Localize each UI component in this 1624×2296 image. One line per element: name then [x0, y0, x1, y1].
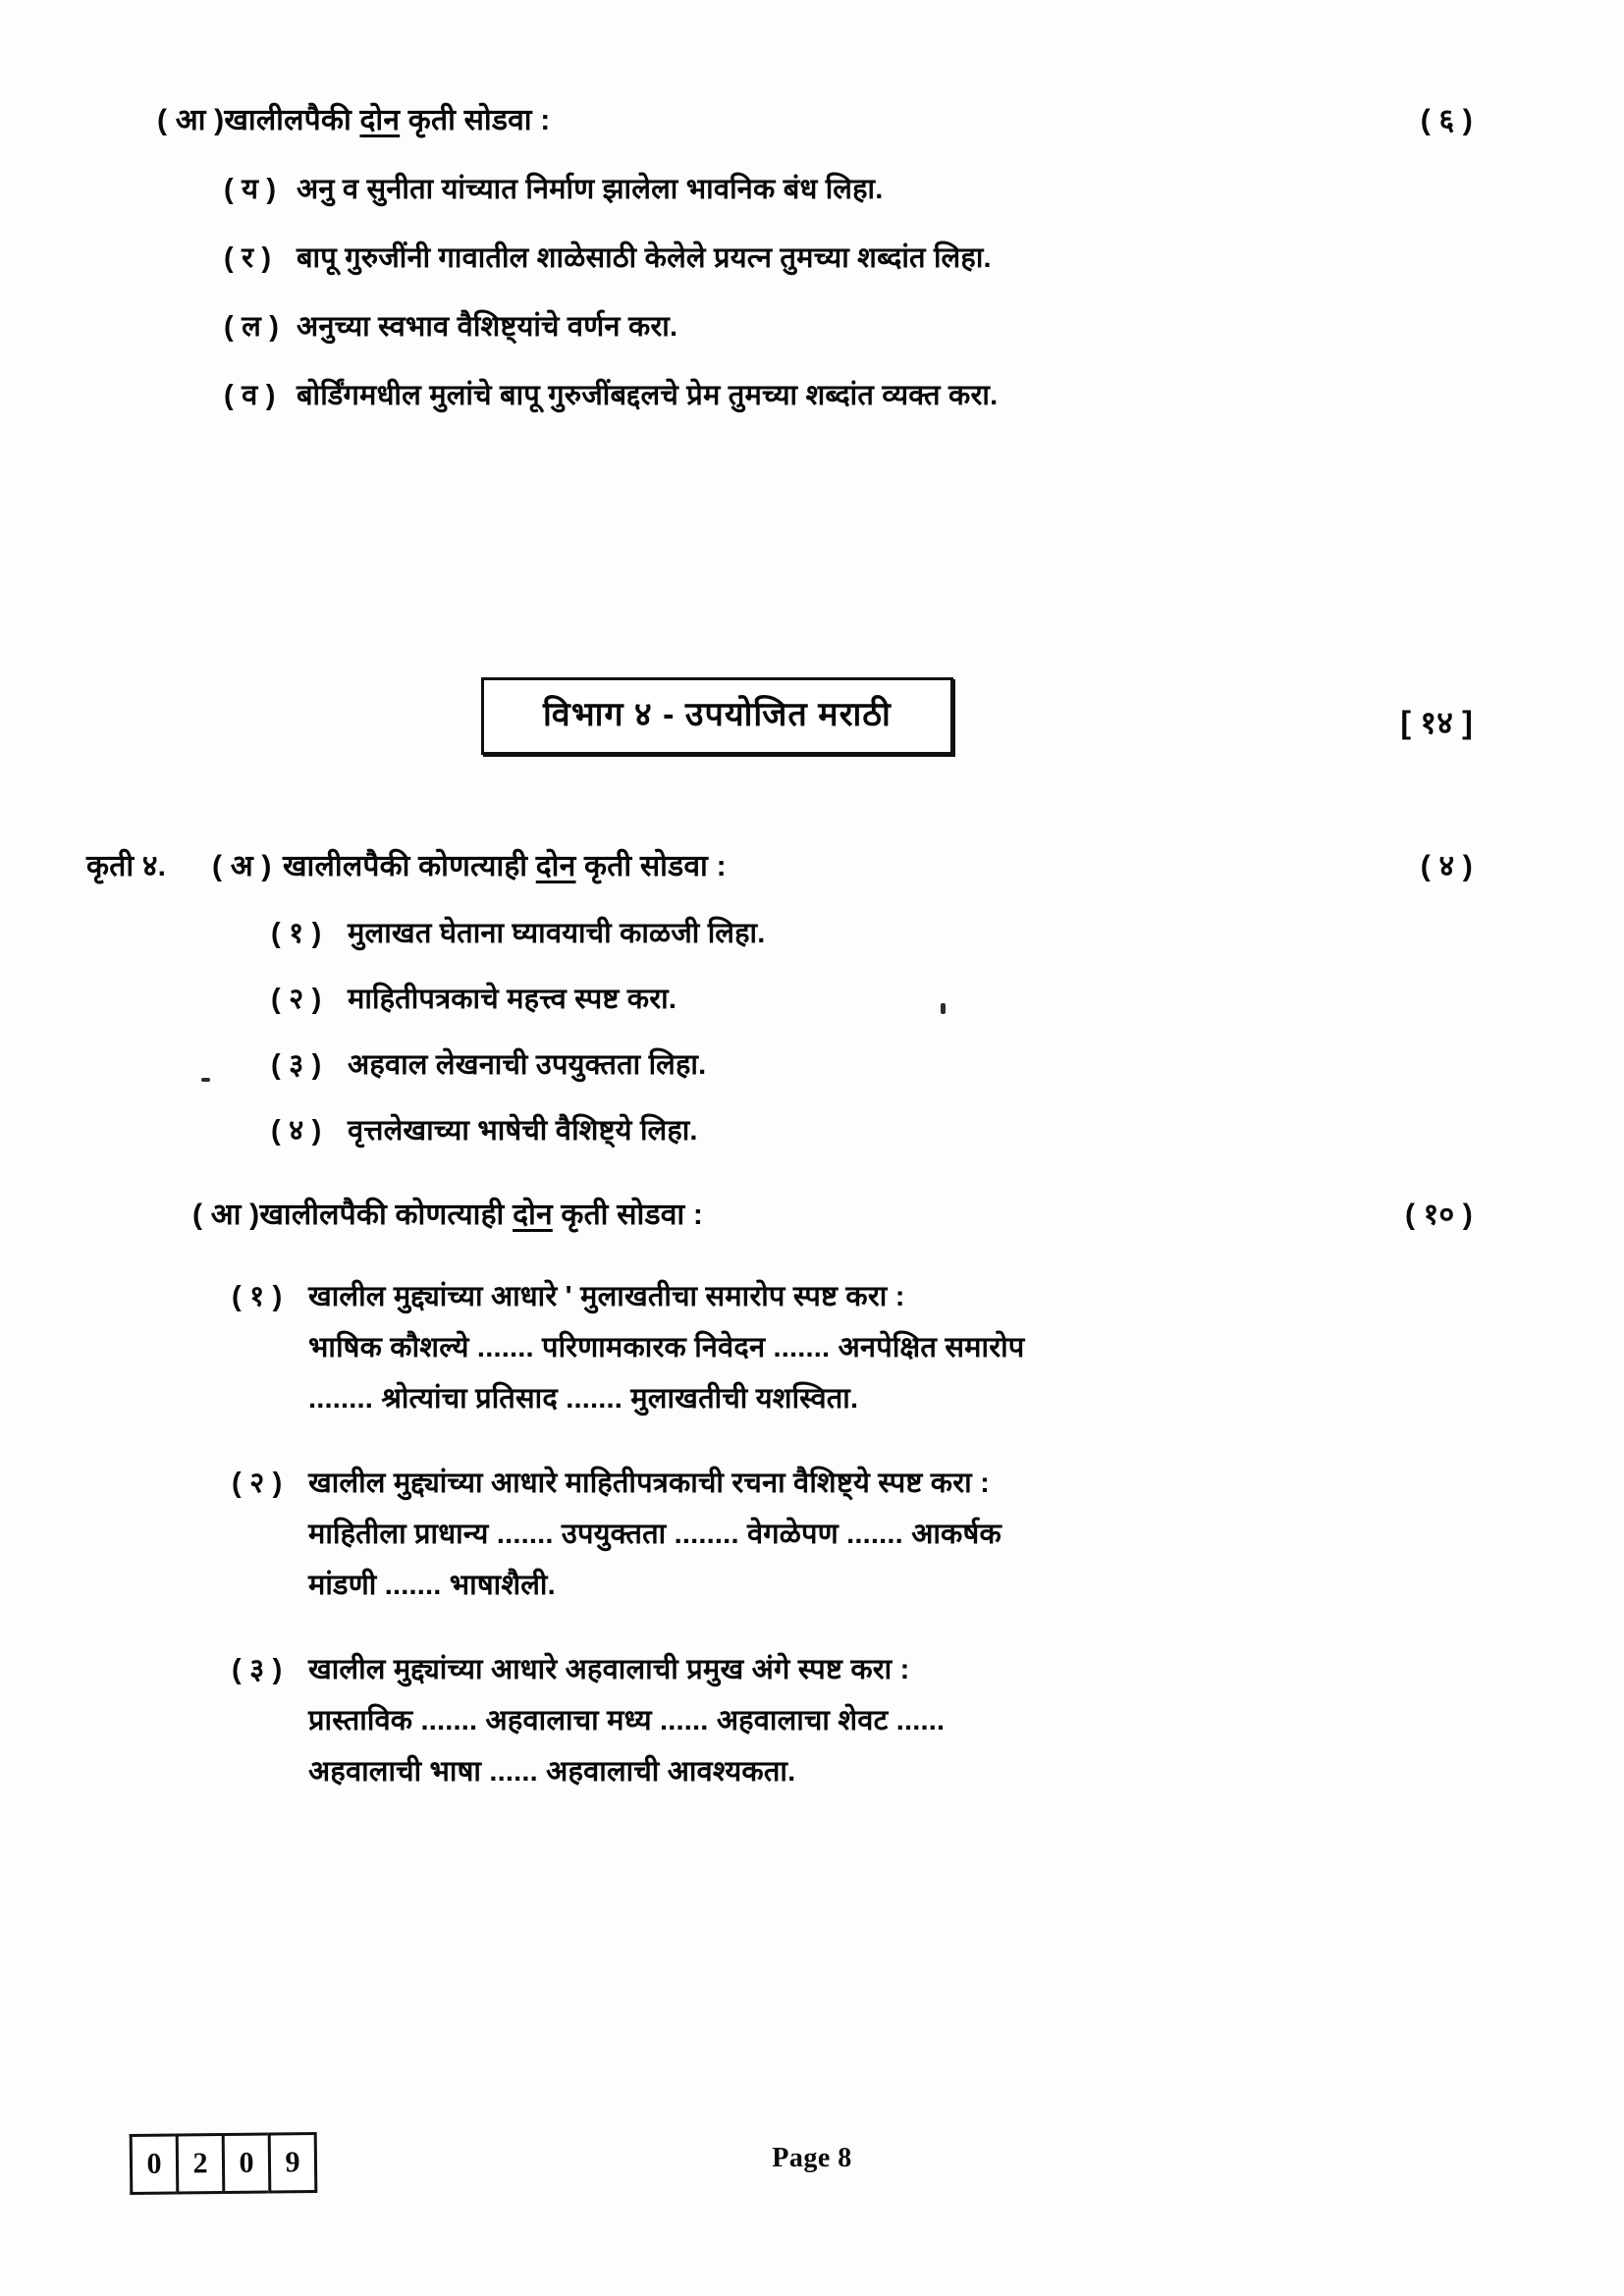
- top-part-marker: ( आ ): [157, 104, 225, 136]
- item-text: अहवाल लेखनाची उपयुक्तता लिहा.: [348, 1049, 707, 1081]
- top-part-lead-underlined: दोन: [359, 104, 401, 136]
- list-item: [86, 1271, 1473, 1424]
- part-aa-lead-underlined: दोन: [513, 1199, 553, 1231]
- list-item: [86, 1108, 1473, 1153]
- paper-code-boxes: [130, 2132, 318, 2195]
- item-text: मुलाखत घेताना घ्यावयाची काळजी लिहा.: [348, 918, 766, 949]
- part-aa-lead-post: कृती सोडवा :: [552, 1199, 704, 1231]
- code-digit: 0: [130, 2134, 177, 2195]
- top-part-lead: [157, 98, 1473, 143]
- list-item: [157, 373, 1473, 418]
- list-item: [86, 911, 1473, 956]
- item-marker: ( २ ): [271, 984, 322, 1015]
- part-a-lead-post: कृती सोडवा :: [575, 850, 727, 882]
- item-marker: ( १ ): [232, 1281, 283, 1312]
- scan-speck: [201, 1078, 210, 1082]
- item-points-line: मांडणी ....... भाषाशैली.: [308, 1570, 556, 1601]
- item-marker: ( ३ ): [232, 1654, 283, 1685]
- item-marker: ( २ ): [232, 1468, 283, 1499]
- top-part-lead-post: कृती सोडवा :: [400, 104, 551, 136]
- item-prompt: खालील मुद्द्यांच्या आधारे ' मुलाखतीचा समारोप स्पष्ट करा :: [308, 1281, 905, 1312]
- list-item: [86, 977, 1473, 1022]
- item-marker: ( य ): [224, 174, 277, 205]
- question-4-block: [86, 844, 1473, 1797]
- part-a-lead-underlined: दोन: [535, 850, 576, 882]
- item-points-line: अहवालाची भाषा ...... अहवालाची आवश्यकता.: [308, 1756, 796, 1788]
- item-text: अनु व सुनीता यांच्यात निर्माण झालेला भावनिक बंध लिहा.: [297, 174, 884, 205]
- item-prompt: खालील मुद्द्यांच्या आधारे माहितीपत्रकाची रचना वैशिष्ट्ये स्पष्ट करा :: [308, 1468, 990, 1499]
- top-part-lead-pre: खालीलपैकी: [224, 104, 360, 136]
- question-4-part-aa-head: [86, 1193, 1473, 1238]
- section-banner: विभाग ४ - उपयोजित मराठी: [481, 677, 953, 755]
- item-marker: ( ल ): [224, 311, 280, 343]
- item-text: माहितीपत्रकाचे महत्त्व स्पष्ट करा.: [348, 984, 677, 1015]
- item-points-line: ........ श्रोत्यांचा प्रतिसाद ....... मुलाखतीची यशस्विता.: [308, 1383, 859, 1415]
- page-number-label: Page 8: [772, 2143, 852, 2173]
- item-points-line: भाषिक कौशल्ये ....... परिणामकारक निवेदन ....... अनपेक्षित समारोप: [308, 1332, 1025, 1363]
- part-a-lead-pre: खालीलपैकी कोणत्याही: [283, 850, 536, 882]
- page-footer: [0, 2109, 1624, 2296]
- list-item: [86, 1042, 1473, 1088]
- section-banner-row: [157, 677, 1473, 755]
- scan-speck: [941, 1003, 946, 1014]
- part-a-item-list: [86, 911, 1473, 1153]
- part-a-marks: ( ४ ): [1420, 850, 1473, 882]
- item-marker: ( र ): [224, 242, 272, 274]
- code-digit: 2: [176, 2133, 223, 2194]
- part-aa-lead-pre: खालीलपैकी कोणत्याही: [259, 1199, 514, 1231]
- list-item: [157, 236, 1473, 281]
- question-number: कृती ४.: [86, 850, 167, 882]
- item-marker: ( ३ ): [271, 1049, 322, 1081]
- list-item: [86, 1458, 1473, 1611]
- item-text: अनुच्या स्वभाव वैशिष्ट्यांचे वर्णन करा.: [297, 311, 678, 343]
- code-digit: 0: [222, 2133, 269, 2194]
- code-digit: 9: [268, 2132, 318, 2194]
- question-4-part-a-head: [86, 844, 1473, 889]
- part-marker: ( अ ): [212, 850, 272, 882]
- item-text: बापू गुरुजींनी गावातील शाळेसाठी केलेले प्रयत्न तुमच्या शब्दांत लिहा.: [297, 242, 992, 274]
- question-part-top: [157, 98, 1473, 442]
- item-text: वृत्तलेखाच्या भाषेची वैशिष्ट्ये लिहा.: [348, 1115, 698, 1147]
- item-points-line: प्रास्ताविक ....... अहवालाचा मध्य ...... अहवालाचा शेवट ......: [308, 1705, 946, 1736]
- top-part-item-list: [157, 167, 1473, 418]
- top-part-marks: ( ६ ): [1420, 104, 1473, 136]
- list-item: [86, 1644, 1473, 1797]
- item-marker: ( ४ ): [271, 1115, 322, 1147]
- list-item: [157, 167, 1473, 212]
- part-aa-marks: ( १० ): [1404, 1199, 1473, 1231]
- item-text: बोर्डिंगमधील मुलांचे बापू गुरुजींबद्दलचे प्रेम तुमच्या शब्दांत व्यक्त करा.: [297, 380, 999, 411]
- item-prompt: खालील मुद्द्यांच्या आधारे अहवालाची प्रमुख अंगे स्पष्ट करा :: [308, 1654, 910, 1685]
- item-marker: ( व ): [224, 380, 276, 411]
- section-banner-marks: [ १४ ]: [1400, 705, 1473, 740]
- part-marker: ( आ ): [192, 1199, 260, 1231]
- item-points-line: माहितीला प्राधान्य ....... उपयुक्तता ........ वेगळेपण ....... आकर्षक: [308, 1519, 1001, 1550]
- list-item: [157, 304, 1473, 349]
- item-marker: ( १ ): [271, 918, 322, 949]
